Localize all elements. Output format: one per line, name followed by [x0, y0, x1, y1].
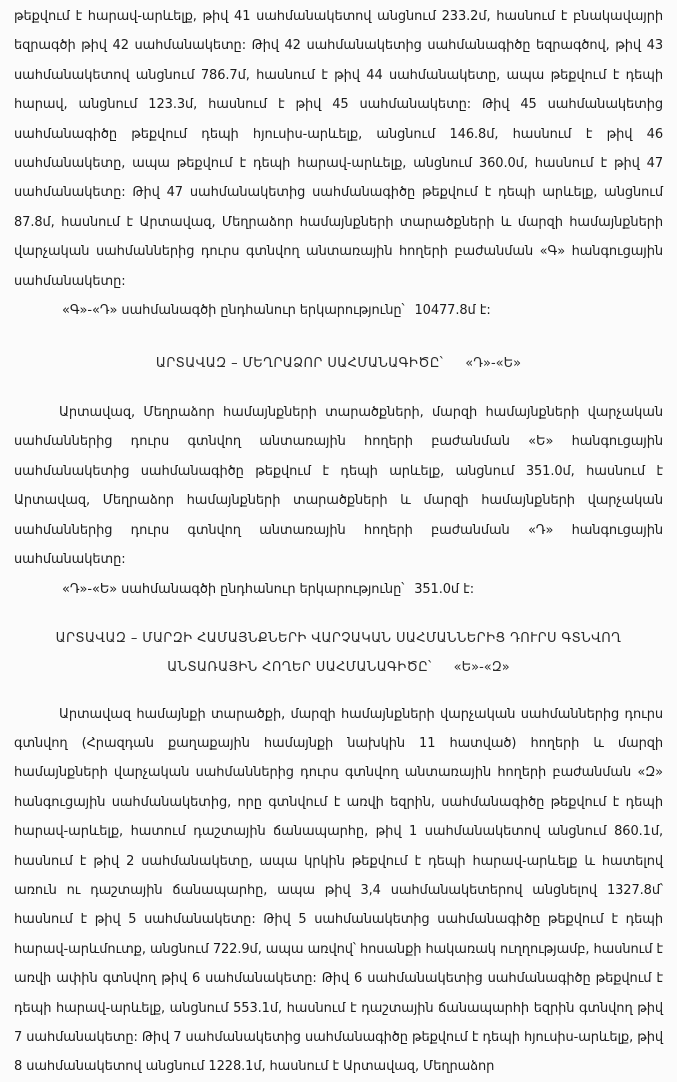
total-length-label: «Գ»-«Դ» սահմանագծի ընդհանուր երկարությունը՝	[62, 303, 405, 319]
section-heading-d-e	[14, 349, 663, 378]
total-length-value: 10477.8մ է:	[414, 303, 491, 319]
spacer	[14, 325, 663, 349]
total-length-value: 351.0մ է:	[414, 581, 474, 597]
section-heading-code: «Ե»-«Զ»	[453, 659, 510, 675]
section-heading-e-z-line-1: ԱՐՏԱՎԱԶ – ՄԱՐԶԻ ՀԱՄԱՅՆՔՆԵՐԻ ՎԱՐՉԱԿԱՆ ՍԱՀՄԱՆՆԵՐԻՑ ԴՈՒՐՍ ԳՏՆՎՈՂ	[55, 630, 622, 646]
paragraph-boundary-g-d-continued: թեքվում է հարավ-արևելք, թիվ 41 սահմանակետով անցնում 233.2մ, հասնում է բնակավայրի եզրագծի թիվ 42 սահմանակետը: Թիվ 42 սահմանակետից սահմանագիծը եզրագծով, թիվ 43 սահմանակետով անցնում 786.7մ, հասնում է թիվ 44 սահմանակետը, ապա թեքվում է դեպի հարավ, անցնում 123.3մ, հասնում է թիվ 45 սահմանակետը: Թիվ 45 սահմանակետից սահմանագիծը թեքվում դեպի հյուսիս-արևելք, անցնում 146.8մ, հասնում է թիվ 46 սահմանակետը, ապա թեքվում է դեպի հարավ-արևելք, անցնում 360.0մ, հասնում է թիվ 47 սահմանակետը: Թիվ 47 սահմանակետից սահմանագիծը թեքվում է դեպի արևելք, անցնում 87.8մ, հասնում է Արտավազ, Մեղրաձոր համայնքների տարածքների և մարզի համայնքների վարչական սահմաններից դուրս գտնվող անտառային հողերի բաժանման «Գ» հանգուցային սահմանակետը:	[14, 9, 663, 289]
spacer	[14, 378, 663, 398]
total-length-g-d	[14, 296, 663, 325]
section-heading-code: «Դ»-«Ե»	[465, 356, 522, 372]
section-heading-title: ԱՐՏԱՎԱԶ – ՄԵՂՐԱՁՈՐ ՍԱՀՄԱՆԱԳԻԾԸ՝	[155, 356, 444, 372]
total-length-d-e	[14, 575, 663, 604]
paragraph-boundary-d-e: Արտավազ, Մեղրաձոր համայնքների տարածքների, մարզի համայնքների վարչական սահմաններից դուրս գտնվող անտառային հողերի բաժանման «Ե» հանգուցային սահմանակետից սահմանագիծը թեքվում է դեպի արևելք, անցնում 351.0մ, հասնում է Արտավազ, Մեղրաձոր համայնքների տարածքների և մարզի համայնքների վարչական սահմաններից դուրս գտնվող անտառային հողերի բաժանման «Դ» հանգուցային սահմանակետը:	[14, 405, 663, 568]
paragraph-boundary-e-z: Արտավազ համայնքի տարածքի, մարզի համայնքների վարչական սահմաններից դուրս գտնվող (Հրազդան քաղաքային համայնքի նախկին 11 հատված) հողերի և մարզի համայնքների վարչական սահմաններից դուրս գտնվող անտառային հողերի բաժանման «Զ» հանգուցային սահմանակետից, որը գտնվում է առվի եզրին, սահմանագիծը թեքվում է դեպի հարավ-արևելք, հատում դաշտային ճանապարհը, թիվ 1 սահմանակետով անցնում 860.1մ, հասնում է թիվ 2 սահմանակետը, ապա կրկին թեքվում է դեպի հարավ-արևելք և հատելով առուն ու դաշտային ճանապարհը, ապա թիվ 3,4 սահմանակետերով անցնելով 1327.8մ՝ հասնում է թիվ 5 սահմանակետը: Թիվ 5 սահմանակետից սահմանագիծը թեքվում է դեպի հարավ-արևմուտք, անցնում 722.9մ, ապա առվով՝ հոսանքի հակառակ ուղղությամբ, հասնում է առվի ափին գտնվող թիվ 6 սահմանակետը: Թիվ 6 սահմանակետից սահմանագիծը թեքվում է դեպի հարավ-արևելք, անցնում 553.1մ, հասնում է դաշտային ճանապարհի եզրին գտնվող թիվ 7 սահմանակետը: Թիվ 7 սահմանակետից սահմանագիծը թեքվում է դեպի հյուսիս-արևելք, թիվ 8 սահմանակետով անցնում 1228.1մ, հասնում է Արտավազ, Մեղրաձոր	[14, 706, 663, 1075]
section-heading-e-z-line-2	[14, 653, 663, 682]
total-length-label: «Դ»-«Ե» սահմանագծի ընդհանուր երկարությունը՝	[62, 581, 405, 597]
spacer	[14, 682, 663, 700]
spacer	[14, 604, 663, 624]
section-heading-title: ԱՆՏԱՌԱՅԻՆ ՀՈՂԵՐ ՍԱՀՄԱՆԱԳԻԾԸ՝	[167, 659, 432, 675]
document-page	[14, 0, 663, 1082]
